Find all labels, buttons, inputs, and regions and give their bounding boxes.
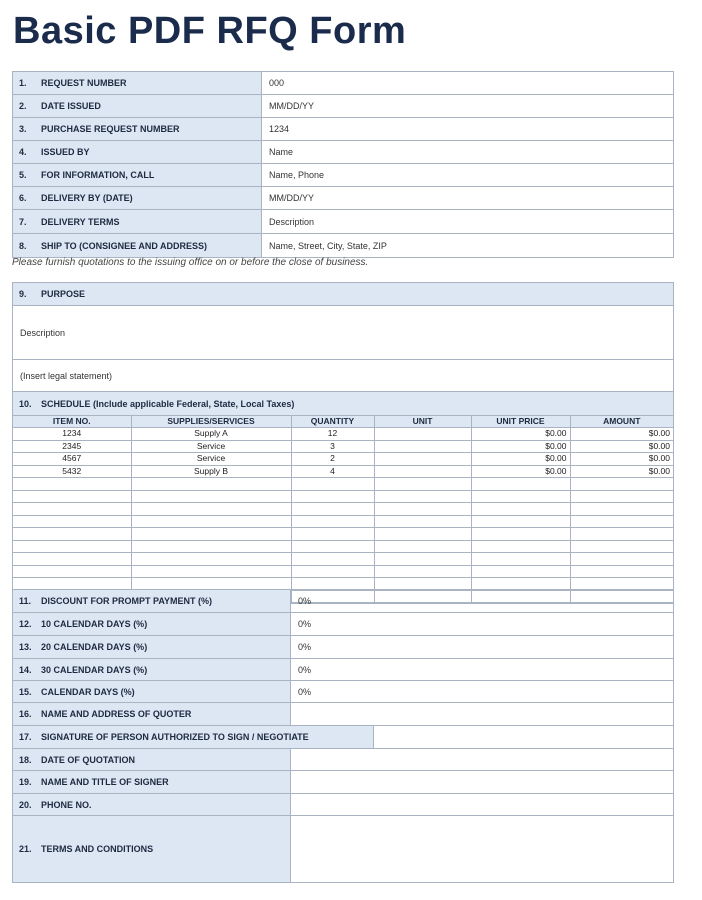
table-cell[interactable]: Supply B <box>131 465 291 478</box>
ship-to-field[interactable]: Name, Street, City, State, ZIP <box>269 240 387 251</box>
field-label-cell <box>13 636 291 658</box>
table-cell[interactable] <box>374 478 471 491</box>
field-date-issued: 2. DATE ISSUED MM/DD/YY <box>13 95 673 118</box>
table-cell[interactable] <box>13 503 131 516</box>
field-number: 13. <box>19 642 32 652</box>
field-purchase-request-number: 3. PURCHASE REQUEST NUMBER 1234 <box>13 118 673 141</box>
field-request-number: 1. REQUEST NUMBER 000 <box>13 72 673 95</box>
field-number: 14. <box>19 664 32 675</box>
field-number: 21. <box>19 844 32 854</box>
header-fields-table <box>12 71 674 258</box>
table-cell[interactable] <box>374 440 471 453</box>
field-label-cell <box>13 590 291 612</box>
terms-conditions-field[interactable] <box>291 816 673 882</box>
table-cell[interactable] <box>131 565 291 578</box>
field-label: NAME AND ADDRESS OF QUOTER <box>41 709 192 719</box>
table-cell[interactable] <box>570 515 673 528</box>
quotation-date-field[interactable] <box>291 749 673 770</box>
table-row <box>13 453 673 466</box>
table-row <box>13 528 673 541</box>
field-number: 18. <box>19 754 32 765</box>
table-row <box>13 428 673 441</box>
field-label: PHONE NO. <box>41 799 92 810</box>
table-cell[interactable] <box>13 478 131 491</box>
field-label: 10 CALENDAR DAYS (%) <box>41 619 148 629</box>
table-cell[interactable] <box>374 528 471 541</box>
field-label: REQUEST NUMBER <box>41 78 127 88</box>
field-label: 30 CALENDAR DAYS (%) <box>41 664 148 675</box>
field-label-cell <box>13 703 291 725</box>
field-label: NAME AND TITLE OF SIGNER <box>41 777 169 787</box>
field-number: 15. <box>19 686 32 697</box>
table-cell[interactable]: $0.00 <box>570 465 673 478</box>
table-cell[interactable] <box>131 553 291 566</box>
field-delivery-by: 6. DELIVERY BY (DATE) MM/DD/YY <box>13 187 673 210</box>
table-row <box>13 565 673 578</box>
field-label-cell <box>13 794 291 815</box>
field-label: 20 CALENDAR DAYS (%) <box>41 642 148 652</box>
table-cell[interactable]: 4567 <box>13 453 131 466</box>
field-label: DELIVERY TERMS <box>41 216 120 227</box>
legal-statement-field[interactable]: (Insert legal statement) <box>13 360 673 392</box>
20-days-field[interactable]: 0% <box>298 642 312 652</box>
table-cell[interactable] <box>13 540 131 553</box>
table-row <box>13 490 673 503</box>
table-cell[interactable] <box>13 553 131 566</box>
issued-by-field[interactable]: Name <box>269 147 294 157</box>
footer-field-row <box>13 816 673 882</box>
table-cell[interactable] <box>374 540 471 553</box>
footer-field-row <box>13 613 673 636</box>
field-number: 20. <box>19 799 32 810</box>
footer-field-row <box>13 794 673 816</box>
table-cell[interactable] <box>374 453 471 466</box>
field-ship-to: 8. SHIP TO (CONSIGNEE AND ADDRESS) Name, Street, City, State, ZIP <box>13 234 673 257</box>
schedule-column-header: QUANTITY <box>291 416 374 428</box>
footer-field-row <box>13 590 673 613</box>
field-delivery-terms: 7. DELIVERY TERMS Description <box>13 210 673 234</box>
table-cell[interactable] <box>471 540 570 553</box>
purchase-request-number-field[interactable]: 1234 <box>269 124 290 134</box>
field-label: SIGNATURE OF PERSON AUTHORIZED TO SIGN / NEGOTIATE <box>41 732 309 742</box>
table-row <box>13 553 673 566</box>
delivery-terms-field[interactable]: Description <box>269 216 315 227</box>
table-cell[interactable] <box>570 478 673 491</box>
schedule-body <box>13 428 673 603</box>
schedule-column-header: UNIT <box>374 416 471 428</box>
table-cell[interactable] <box>570 503 673 516</box>
signer-name-title-field[interactable] <box>291 771 673 793</box>
table-cell[interactable]: 1234 <box>13 428 131 441</box>
field-number: 19. <box>19 777 32 787</box>
table-cell[interactable]: 5432 <box>13 465 131 478</box>
table-cell[interactable]: $0.00 <box>471 465 570 478</box>
delivery-by-field[interactable]: MM/DD/YY <box>269 193 314 203</box>
table-cell[interactable] <box>131 540 291 553</box>
field-label: DELIVERY BY (DATE) <box>41 193 133 203</box>
field-label-cell <box>13 681 291 702</box>
purpose-label: PURPOSE <box>41 289 86 299</box>
table-cell[interactable] <box>131 528 291 541</box>
schedule-header: 10. SCHEDULE (Include applicable Federal, State, Local Taxes) <box>13 392 673 416</box>
table-cell[interactable]: Supply A <box>131 428 291 441</box>
table-row <box>13 540 673 553</box>
purpose-description-field[interactable]: Description <box>13 306 673 360</box>
table-cell[interactable] <box>13 528 131 541</box>
footer-field-row <box>13 771 673 794</box>
table-cell[interactable] <box>131 503 291 516</box>
table-cell[interactable] <box>13 515 131 528</box>
field-label: CALENDAR DAYS (%) <box>41 686 135 697</box>
discount-field[interactable]: 0% <box>298 596 312 606</box>
table-cell[interactable] <box>131 478 291 491</box>
field-label: TERMS AND CONDITIONS <box>41 844 154 854</box>
table-cell[interactable] <box>570 565 673 578</box>
schedule-label: SCHEDULE (Include applicable Federal, State, Local Taxes) <box>41 398 295 409</box>
table-cell[interactable] <box>291 540 374 553</box>
table-cell[interactable] <box>471 565 570 578</box>
calendar-days-field[interactable]: 0% <box>298 686 312 697</box>
table-cell[interactable] <box>471 503 570 516</box>
field-label-cell <box>13 659 291 680</box>
table-cell[interactable]: 3 <box>291 440 374 453</box>
field-label: FOR INFORMATION, CALL <box>41 170 155 180</box>
page-title: Basic PDF RFQ Form <box>13 10 407 52</box>
table-cell[interactable] <box>570 553 673 566</box>
field-label-cell <box>13 749 291 770</box>
field-label: DATE ISSUED <box>41 101 101 111</box>
table-cell[interactable] <box>291 490 374 503</box>
field-label-cell <box>13 816 291 882</box>
table-cell[interactable]: $0.00 <box>471 453 570 466</box>
table-cell[interactable] <box>374 565 471 578</box>
footer-field-row <box>13 636 673 659</box>
table-row <box>13 465 673 478</box>
table-cell[interactable] <box>291 515 374 528</box>
10-days-field[interactable]: 0% <box>298 619 312 629</box>
table-cell[interactable] <box>471 490 570 503</box>
footer-field-row <box>13 703 673 726</box>
table-cell[interactable] <box>291 528 374 541</box>
footer-field-row <box>13 659 673 681</box>
field-number: 16. <box>19 709 32 719</box>
field-label: PURCHASE REQUEST NUMBER <box>41 124 180 134</box>
table-cell[interactable] <box>374 515 471 528</box>
table-cell[interactable] <box>131 490 291 503</box>
information-call-field[interactable]: Name, Phone <box>269 170 325 180</box>
table-cell[interactable] <box>374 490 471 503</box>
field-label: DISCOUNT FOR PROMPT PAYMENT (%) <box>41 596 213 606</box>
table-cell[interactable] <box>471 515 570 528</box>
table-cell[interactable] <box>131 515 291 528</box>
table-cell[interactable]: 12 <box>291 428 374 441</box>
table-cell[interactable] <box>471 553 570 566</box>
table-cell[interactable] <box>13 490 131 503</box>
table-cell[interactable] <box>471 478 570 491</box>
table-cell[interactable] <box>570 490 673 503</box>
field-issued-by: 4. ISSUED BY Name <box>13 141 673 164</box>
table-cell[interactable] <box>291 553 374 566</box>
footer-fields-table <box>12 589 674 883</box>
table-cell[interactable] <box>374 553 471 566</box>
footer-field-row <box>13 681 673 703</box>
schedule-column-header: AMOUNT <box>570 416 673 428</box>
field-label: DATE OF QUOTATION <box>41 754 135 765</box>
signature-field[interactable] <box>374 726 673 748</box>
field-label: SHIP TO (CONSIGNEE AND ADDRESS) <box>41 240 208 251</box>
field-label: ISSUED BY <box>41 147 90 157</box>
schedule-column-header: UNIT PRICE <box>471 416 570 428</box>
schedule-header-row <box>13 416 673 428</box>
phone-field[interactable] <box>291 794 673 815</box>
purpose-header: 9. PURPOSE <box>13 283 673 306</box>
table-cell[interactable] <box>471 528 570 541</box>
30-days-field[interactable]: 0% <box>298 664 312 675</box>
table-cell[interactable]: Service <box>131 440 291 453</box>
schedule-column-header: ITEM NO. <box>13 416 131 428</box>
table-cell[interactable] <box>374 503 471 516</box>
table-row <box>13 515 673 528</box>
footer-field-row <box>13 749 673 771</box>
field-number: 11. <box>19 596 32 606</box>
schedule-table <box>13 416 673 603</box>
table-cell[interactable] <box>291 565 374 578</box>
request-number-field[interactable]: 000 <box>269 78 285 88</box>
table-cell[interactable]: 2 <box>291 453 374 466</box>
field-information-call: 5. FOR INFORMATION, CALL Name, Phone <box>13 164 673 187</box>
table-cell[interactable] <box>291 478 374 491</box>
instruction-note: Please furnish quotations to the issuing office on or before the close of business. <box>12 257 369 268</box>
table-cell[interactable] <box>374 428 471 441</box>
table-cell[interactable]: 2345 <box>13 440 131 453</box>
quoter-name-address-field[interactable] <box>291 703 673 725</box>
field-label-cell <box>13 771 291 793</box>
table-cell[interactable] <box>570 540 673 553</box>
table-cell[interactable]: 4 <box>291 465 374 478</box>
table-cell[interactable]: $0.00 <box>471 428 570 441</box>
purpose-schedule-table <box>12 282 674 604</box>
date-issued-field[interactable]: MM/DD/YY <box>269 101 314 111</box>
table-cell[interactable] <box>374 465 471 478</box>
schedule-column-header: SUPPLIES/SERVICES <box>131 416 291 428</box>
table-row <box>13 478 673 491</box>
table-cell[interactable] <box>291 503 374 516</box>
footer-field-row <box>13 726 673 749</box>
table-cell[interactable]: $0.00 <box>471 440 570 453</box>
table-row <box>13 503 673 516</box>
field-number: 17. <box>19 732 32 742</box>
field-label-cell <box>13 613 291 635</box>
table-row <box>13 440 673 453</box>
table-cell[interactable]: $0.00 <box>570 428 673 441</box>
field-number: 12. <box>19 619 32 629</box>
table-cell[interactable] <box>13 565 131 578</box>
field-label-cell <box>13 726 374 748</box>
table-cell[interactable] <box>570 528 673 541</box>
table-cell[interactable]: Service <box>131 453 291 466</box>
table-cell[interactable]: $0.00 <box>570 440 673 453</box>
table-cell[interactable]: $0.00 <box>570 453 673 466</box>
